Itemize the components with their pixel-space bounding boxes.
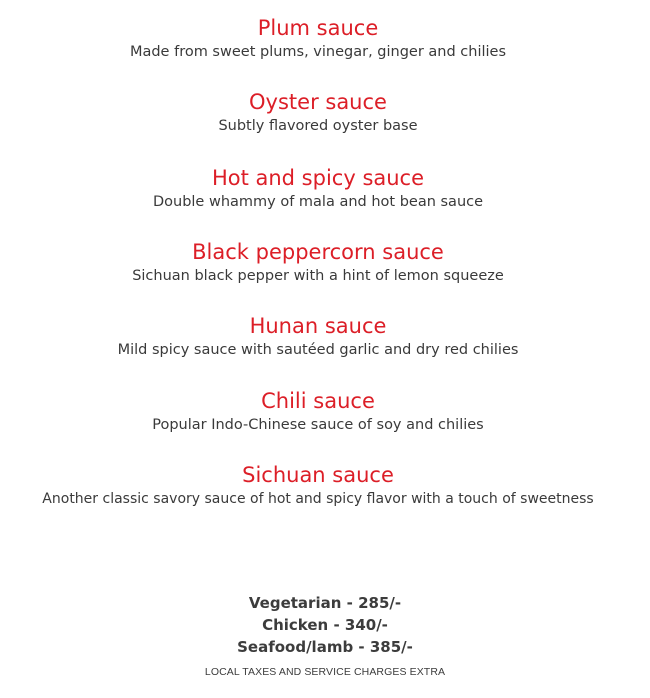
sauce-name: Sichuan sauce [242, 463, 394, 487]
sauce-name: Chili sauce [261, 389, 375, 413]
sauce-description: Sichuan black pepper with a hint of lemon squeeze [132, 268, 504, 284]
sauce-description: Another classic savory sauce of hot and spicy flavor with a touch of sweetness [42, 491, 594, 507]
sauce-name: Hunan sauce [249, 314, 387, 338]
sauce-description: Mild spicy sauce with sautéed garlic and dry red chilies [117, 342, 519, 358]
sauce-description: Subtly flavored oyster base [218, 118, 418, 134]
sauce-item-hunan [0, 312, 636, 360]
sauce-item-oyster [0, 88, 636, 136]
sauce-name: Plum sauce [257, 16, 379, 40]
sauce-item-plum [0, 14, 636, 62]
sauce-item-black-peppercorn [0, 238, 636, 286]
sauce-name: Black peppercorn sauce [192, 240, 444, 264]
price-chicken: Chicken - 340/- [262, 616, 388, 634]
price-list [0, 592, 650, 679]
price-vegetarian: Vegetarian - 285/- [248, 594, 402, 612]
sauce-name: Hot and spicy sauce [211, 166, 425, 190]
price-seafood-lamb: Seafood/lamb - 385/- [237, 638, 413, 656]
sauce-item-sichuan [0, 461, 636, 509]
sauce-description: Popular Indo-Chinese sauce of soy and chilies [152, 417, 484, 433]
sauce-description: Made from sweet plums, vinegar, ginger and chilies [129, 44, 507, 60]
taxes-footnote: LOCAL TAXES AND SERVICE CHARGES EXTRA [204, 666, 446, 678]
sauce-name: Oyster sauce [249, 90, 387, 114]
sauce-item-hot-and-spicy [0, 164, 636, 212]
sauce-description: Double whammy of mala and hot bean sauce [152, 194, 484, 210]
sauce-item-chili [0, 387, 636, 435]
